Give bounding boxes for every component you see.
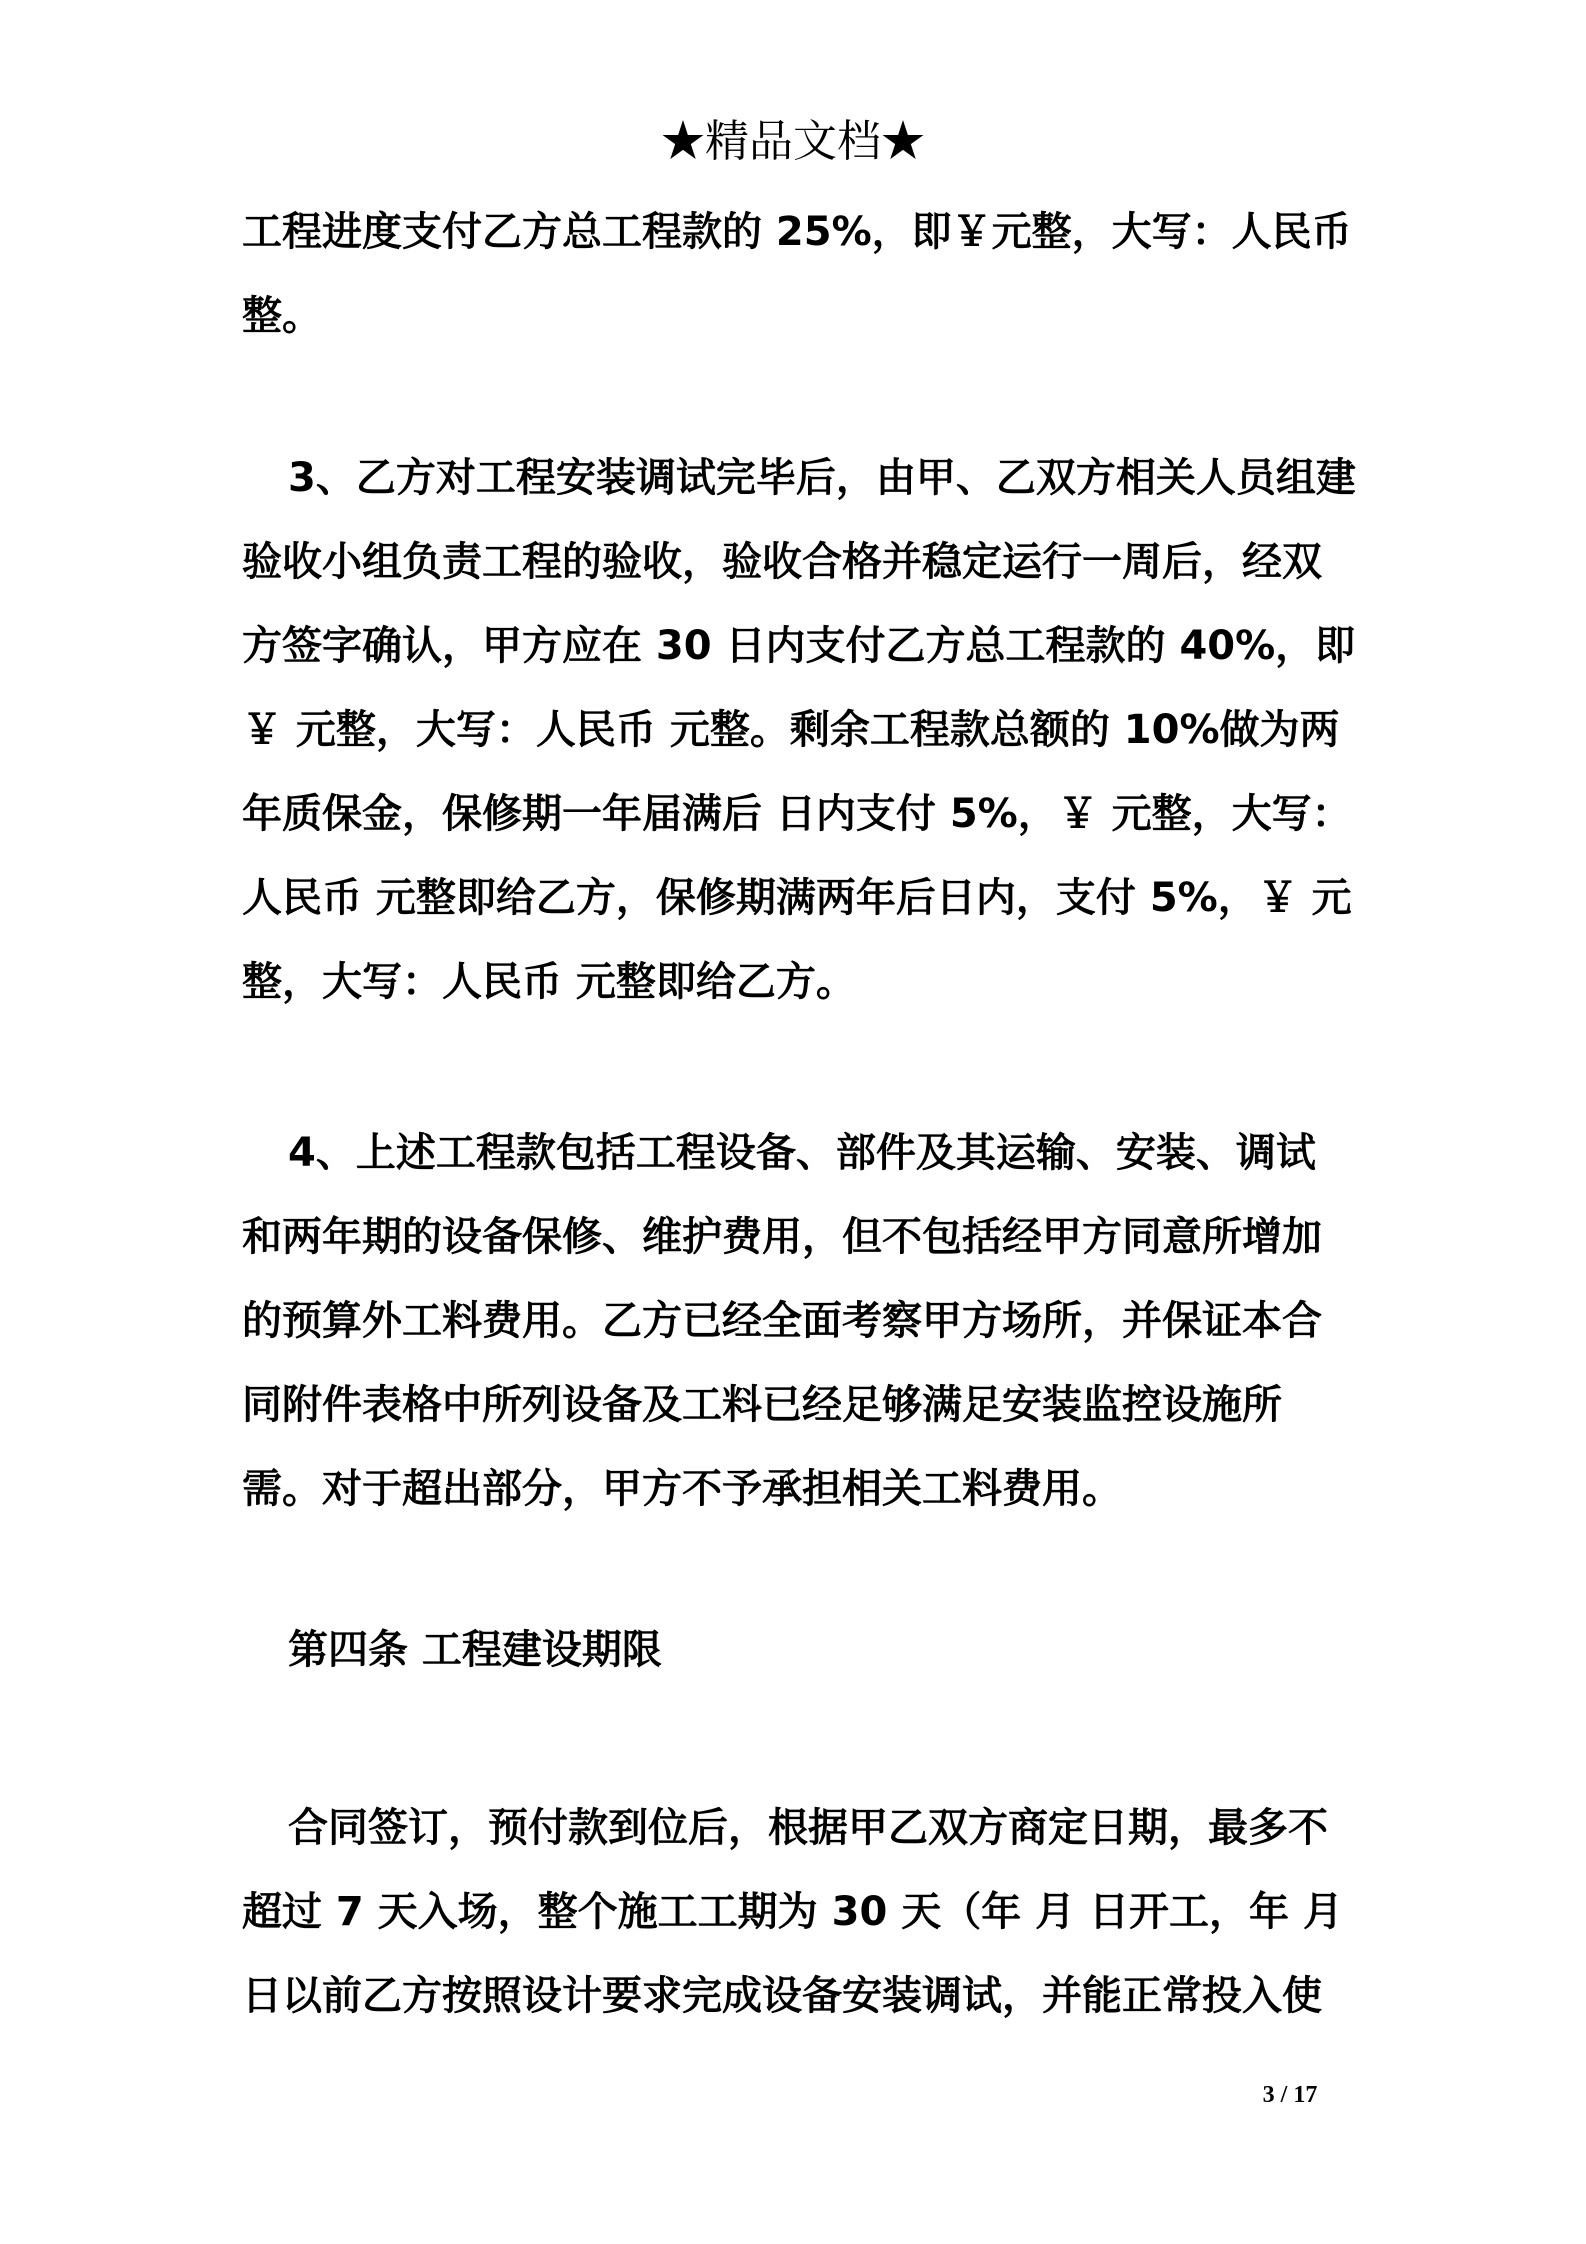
paragraph-4 — [242, 1786, 1362, 2038]
text-line: 的预算外工料费用。乙方已经全面考察甲方场所，并保证本合 — [242, 1298, 1322, 1344]
text-line: ￥ 元整，大写：人民币 元整。剩余工程款总额的 10%做为两 — [242, 707, 1340, 753]
text-line: 日以前乙方按照设计要求完成设备安装调试，并能正常投入使 — [242, 1973, 1322, 2019]
text-line: 工程进度支付乙方总工程款的 25%，即￥元整，大写：人民币 — [242, 209, 1352, 255]
text-line: 验收小组负责工程的验收，验收合格并稳定运行一周后，经双 — [242, 539, 1322, 585]
text-line: 超过 7 天入场，整个施工工期为 30 天（年 月 日开工，年 月 — [242, 1889, 1343, 1935]
text-line: 整。 — [242, 293, 322, 339]
text-line: 需。对于超出部分，甲方不予承担相关工料费用。 — [242, 1466, 1122, 1512]
paragraph-1 — [242, 190, 1362, 358]
text-line: 3、乙方对工程安装调试完毕后，由甲、乙双方相关人员组建 — [288, 455, 1356, 501]
section-heading — [242, 1608, 1362, 1692]
text-line: 方签字确认，甲方应在 30 日内支付乙方总工程款的 40%，即 — [242, 623, 1356, 669]
section-heading-text: 第四条 工程建设期限 — [288, 1627, 662, 1673]
text-line: 整，大写：人民币 元整即给乙方。 — [242, 959, 856, 1005]
text-line: 人民币 元整即给乙方，保修期满两年后日内，支付 5%，￥ 元 — [242, 875, 1352, 921]
page-header-title: ★精品文档★ — [661, 116, 925, 167]
page-number: 3 / 17 — [1262, 2082, 1318, 2108]
text-line: 4、上述工程款包括工程设备、部件及其运输、安装、调试 — [288, 1130, 1316, 1176]
text-line: 和两年期的设备保修、维护费用，但不包括经甲方同意所增加 — [242, 1214, 1322, 1260]
text-line: 合同签订，预付款到位后，根据甲乙双方商定日期，最多不 — [288, 1805, 1328, 1851]
paragraph-2 — [242, 436, 1362, 1024]
text-line: 年质保金，保修期一年届满后 日内支付 5%，￥ 元整，大写： — [242, 791, 1352, 837]
text-line: 同附件表格中所列设备及工料已经足够满足安装监控设施所 — [242, 1382, 1282, 1428]
paragraph-3 — [242, 1111, 1362, 1531]
